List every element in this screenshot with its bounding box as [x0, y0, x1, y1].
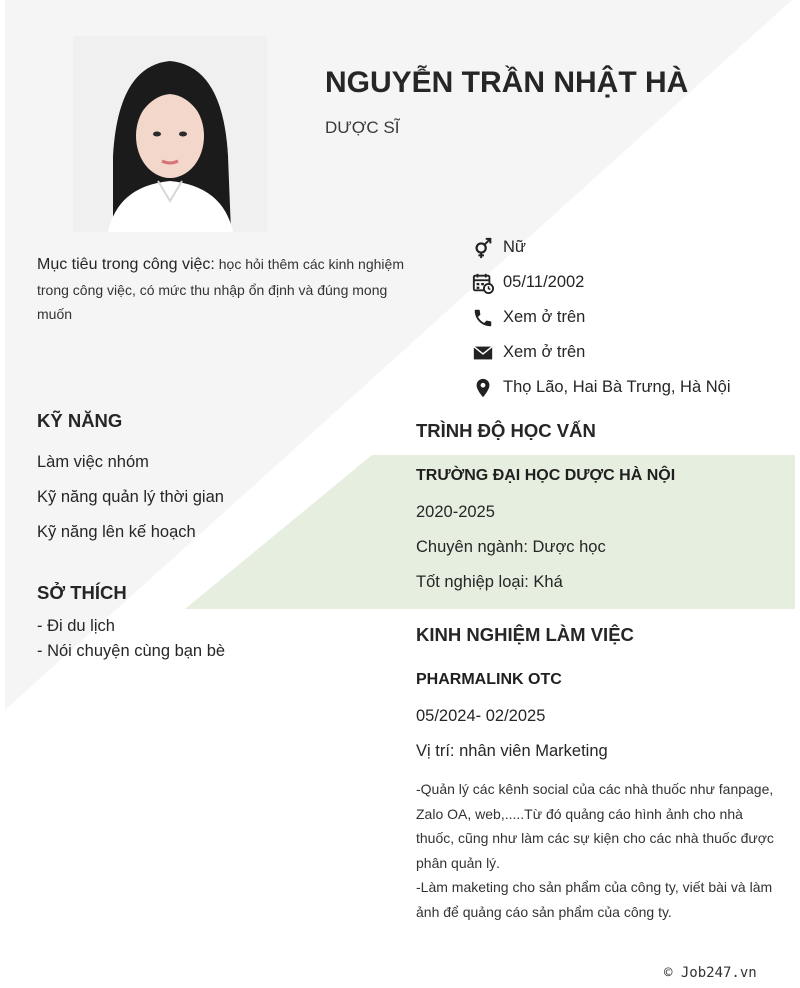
hobby-item: - Đi du lịch — [37, 617, 115, 635]
experience-period: 05/2024- 02/2025 — [416, 707, 546, 725]
profile-photo — [73, 36, 267, 232]
skill-item: Kỹ năng lên kế hoạch — [37, 523, 196, 541]
phone-text: Xem ở trên — [503, 308, 586, 326]
objective-label: Mục tiêu trong công việc: — [37, 256, 215, 273]
hobbies-title: SỞ THÍCH — [37, 582, 127, 603]
experience-position: Vị trí: nhân viên Marketing — [416, 742, 608, 760]
education-major: Chuyên ngành: Dược học — [416, 538, 606, 556]
experience-description — [416, 777, 776, 925]
skills-title: KỸ NĂNG — [37, 410, 123, 431]
address-text: Thọ Lão, Hai Bà Trưng, Hà Nội — [503, 378, 731, 396]
contact-row-email — [472, 335, 731, 370]
gender-text: Nữ — [503, 238, 526, 256]
hobbies-list — [37, 616, 225, 666]
contact-row-phone — [472, 300, 731, 335]
phone-icon — [472, 307, 494, 329]
school-name: TRƯỜNG ĐẠI HỌC DƯỢC HÀ NỘI — [416, 467, 676, 484]
email-text: Xem ở trên — [503, 343, 586, 361]
education-title: TRÌNH ĐỘ HỌC VẤN — [416, 420, 596, 441]
objective-text: học hỏi thêm các kinh nghiệm trong công việc, có mức thu nhập ổn định và đúng mong muốn — [37, 256, 404, 322]
contact-row-birthdate — [472, 265, 731, 300]
company-name: PHARMALINK OTC — [416, 671, 562, 688]
education-period: 2020-2025 — [416, 503, 495, 521]
contact-row-address — [472, 370, 731, 405]
contact-row-gender — [472, 230, 731, 265]
description-paragraph: -Quản lý các kênh social của các nhà thuốc như fanpage, Zalo OA, web,.....Từ đó quảng cáo hình ảnh cho nhà thuốc, cũng như làm các sự kiện cho các nhà thuốc được phân quản lý. — [416, 781, 774, 871]
education-entry — [416, 467, 675, 608]
email-icon — [472, 342, 494, 364]
education-grade: Tốt nghiệp loại: Khá — [416, 573, 563, 591]
skill-item: Kỹ năng quản lý thời gian — [37, 488, 224, 506]
birthdate-text: 05/11/2002 — [503, 273, 585, 291]
description-paragraph: -Làm maketing cho sản phẩm của công ty, viết bài và làm ảnh để quảng cáo sản phẩm của công ty. — [416, 879, 773, 920]
candidate-name: NGUYỄN TRẦN NHẬT HÀ — [325, 66, 689, 99]
career-objective — [37, 252, 417, 327]
skill-item: Làm việc nhóm — [37, 453, 149, 471]
hobby-item: - Nói chuyện cùng bạn bè — [37, 642, 226, 660]
skills-list — [37, 451, 224, 556]
contact-info — [472, 230, 731, 405]
gender-icon — [472, 237, 494, 259]
experience-entry — [416, 671, 608, 777]
location-pin-icon — [472, 377, 494, 399]
calendar-icon — [472, 272, 494, 294]
experience-title: KINH NGHIỆM LÀM VIỆC — [416, 624, 634, 645]
footer-watermark: © Job247.vn — [664, 965, 757, 981]
job-title: DƯỢC SĨ — [325, 118, 400, 137]
